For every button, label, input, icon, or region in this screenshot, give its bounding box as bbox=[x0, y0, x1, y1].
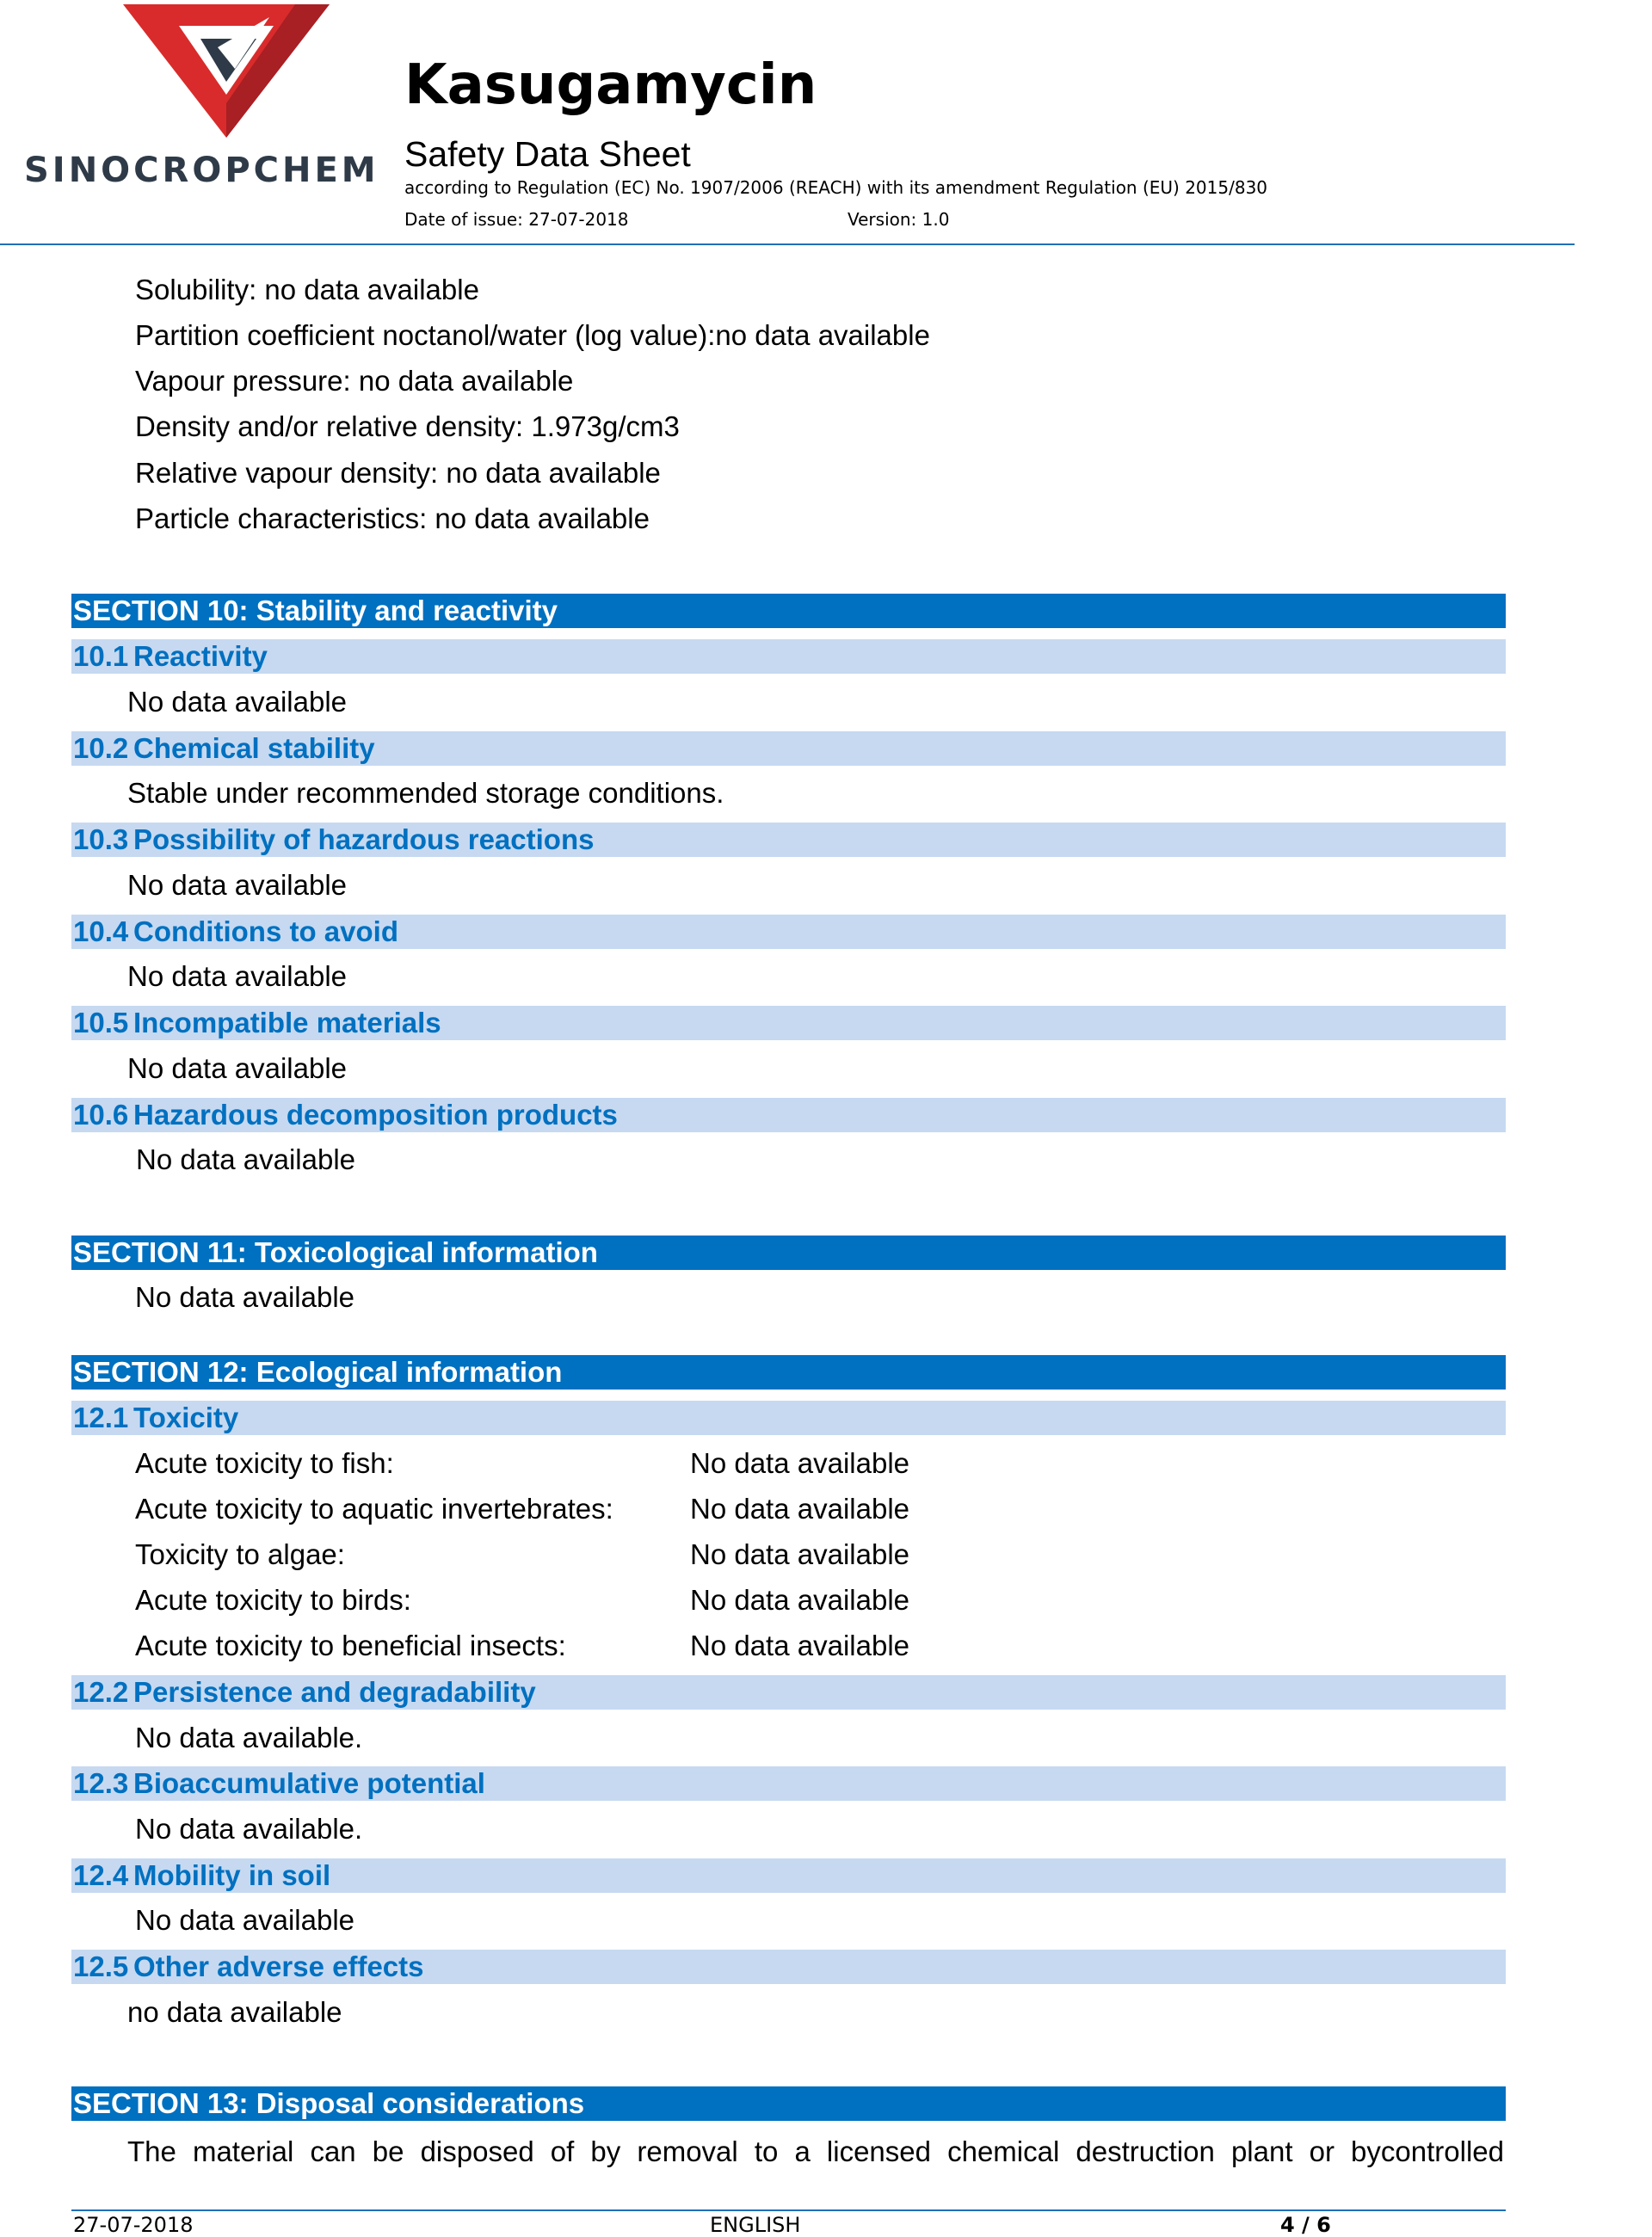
subsection-12-5 bbox=[71, 1950, 1506, 1984]
regulation-note: according to Regulation (EC) No. 1907/2006 (REACH) with its amendment Regulation (EU) 2015/830 bbox=[404, 177, 1268, 198]
footer-language: ENGLISH bbox=[710, 2213, 801, 2237]
subsection-12-2 bbox=[71, 1675, 1506, 1710]
subsection-title: Conditions to avoid bbox=[133, 915, 398, 947]
section-11-text: No data available bbox=[135, 1281, 355, 1313]
toxicity-label: Acute toxicity to beneficial insects: bbox=[135, 1630, 566, 1661]
subsection-10-5-text: No data available bbox=[127, 1052, 348, 1084]
toxicity-value: No data available bbox=[690, 1584, 910, 1616]
property-vapour-pressure: Vapour pressure: no data available bbox=[135, 365, 574, 397]
toxicity-label: Acute toxicity to aquatic invertebrates: bbox=[135, 1493, 613, 1525]
subsection-12-3 bbox=[71, 1766, 1506, 1801]
subsection-12-2-text: No data available. bbox=[135, 1722, 363, 1753]
footer-date: 27-07-2018 bbox=[73, 2213, 194, 2237]
subsection-number: 12.5 bbox=[73, 1950, 129, 1982]
subsection-title: Possibility of hazardous reactions bbox=[133, 823, 595, 855]
subsection-title: Persistence and degradability bbox=[133, 1676, 536, 1708]
subsection-title: Bioaccumulative potential bbox=[133, 1767, 485, 1799]
company-name: SINOCROPCHEM bbox=[24, 151, 379, 190]
subsection-title: Chemical stability bbox=[133, 732, 375, 764]
subsection-number: 10.4 bbox=[73, 915, 129, 947]
subsection-title: Hazardous decomposition products bbox=[133, 1099, 618, 1131]
toxicity-value: No data available bbox=[690, 1447, 910, 1479]
subsection-10-3-text: No data available bbox=[127, 869, 348, 901]
subsection-title: Incompatible materials bbox=[133, 1007, 441, 1038]
section-13-text: The material can be disposed of by removal to a licensed chemical destruction plant or bycontrolled bbox=[127, 2135, 1504, 2167]
toxicity-label: Acute toxicity to fish: bbox=[135, 1447, 394, 1479]
property-partition-coefficient: Partition coefficient noctanol/water (log value):no data available bbox=[135, 319, 930, 351]
subsection-number: 10.3 bbox=[73, 823, 129, 855]
subsection-12-4-text: No data available bbox=[135, 1904, 355, 1936]
subsection-number: 10.5 bbox=[73, 1007, 129, 1038]
section-12-heading: SECTION 12: Ecological information bbox=[71, 1355, 1506, 1390]
section-13-heading: SECTION 13: Disposal considerations bbox=[71, 2086, 1506, 2121]
document-type: Safety Data Sheet bbox=[404, 134, 691, 174]
toxicity-label: Acute toxicity to birds: bbox=[135, 1584, 411, 1616]
subsection-number: 12.3 bbox=[73, 1767, 129, 1799]
subsection-12-1 bbox=[71, 1401, 1506, 1435]
product-title: Kasugamycin bbox=[404, 53, 817, 117]
subsection-title: Reactivity bbox=[133, 640, 268, 672]
subsection-title: Mobility in soil bbox=[133, 1859, 331, 1891]
subsection-10-4-text: No data available bbox=[127, 960, 348, 992]
header-divider bbox=[0, 243, 1575, 245]
property-density: Density and/or relative density: 1.973g/cm3 bbox=[135, 410, 680, 442]
subsection-10-2 bbox=[71, 731, 1506, 766]
subsection-10-5 bbox=[71, 1006, 1506, 1040]
property-particle-characteristics: Particle characteristics: no data available bbox=[135, 502, 650, 534]
subsection-12-4 bbox=[71, 1858, 1506, 1893]
footer-divider bbox=[71, 2209, 1506, 2211]
section-11-heading: SECTION 11: Toxicological information bbox=[71, 1236, 1506, 1270]
subsection-number: 10.1 bbox=[73, 640, 129, 672]
subsection-12-3-text: No data available. bbox=[135, 1813, 363, 1845]
subsection-number: 12.1 bbox=[73, 1402, 129, 1433]
subsection-10-6 bbox=[71, 1098, 1506, 1132]
version: Version: 1.0 bbox=[848, 209, 950, 230]
page-number: 4 / 6 bbox=[1280, 2213, 1331, 2237]
toxicity-label: Toxicity to algae: bbox=[135, 1538, 345, 1570]
section-10-heading: SECTION 10: Stability and reactivity bbox=[71, 594, 1506, 628]
toxicity-value: No data available bbox=[690, 1630, 910, 1661]
property-relative-vapour-density: Relative vapour density: no data available bbox=[135, 457, 661, 489]
subsection-title: Other adverse effects bbox=[133, 1950, 424, 1982]
property-solubility: Solubility: no data available bbox=[135, 274, 479, 305]
subsection-10-6-text: No data available bbox=[136, 1143, 356, 1175]
toxicity-value: No data available bbox=[690, 1538, 910, 1570]
subsection-number: 10.6 bbox=[73, 1099, 129, 1131]
subsection-10-2-text: Stable under recommended storage conditions. bbox=[127, 777, 724, 809]
subsection-10-3 bbox=[71, 823, 1506, 857]
subsection-12-5-text: no data available bbox=[127, 1996, 342, 2028]
subsection-title: Toxicity bbox=[133, 1402, 239, 1433]
issue-date: Date of issue: 27-07-2018 bbox=[404, 209, 629, 230]
subsection-10-1-text: No data available bbox=[127, 686, 348, 718]
subsection-10-4 bbox=[71, 915, 1506, 949]
toxicity-value: No data available bbox=[690, 1493, 910, 1525]
subsection-10-1 bbox=[71, 639, 1506, 674]
subsection-number: 10.2 bbox=[73, 732, 129, 764]
subsection-number: 12.4 bbox=[73, 1859, 129, 1891]
subsection-number: 12.2 bbox=[73, 1676, 129, 1708]
